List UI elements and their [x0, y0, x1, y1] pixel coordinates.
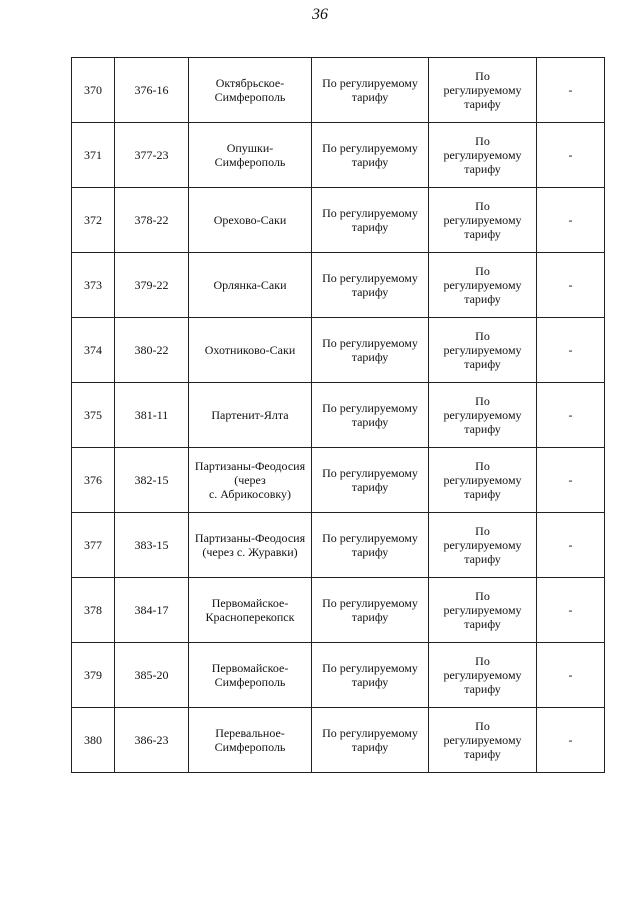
- route-code-cell: 386-23: [115, 708, 189, 773]
- route-name-cell: Партенит-Ялта: [189, 383, 312, 448]
- route-code-cell: 380-22: [115, 318, 189, 383]
- route-name-cell: Октябрьское- Симферополь: [189, 58, 312, 123]
- tariff-cell-2: По регулируемому тарифу: [429, 513, 537, 578]
- route-code-cell: 385-20: [115, 643, 189, 708]
- row-number-cell: 373: [72, 253, 115, 318]
- dash-cell: -: [537, 643, 605, 708]
- table-row: [72, 123, 605, 188]
- page-number: 36: [312, 6, 328, 23]
- dash-cell: -: [537, 383, 605, 448]
- dash-cell: -: [537, 708, 605, 773]
- route-code-cell: 376-16: [115, 58, 189, 123]
- tariff-cell-2: По регулируемому тарифу: [429, 318, 537, 383]
- row-number-cell: 376: [72, 448, 115, 513]
- route-code-cell: 381-11: [115, 383, 189, 448]
- table-row: [72, 513, 605, 578]
- tariff-cell-2: По регулируемому тарифу: [429, 123, 537, 188]
- dash-cell: -: [537, 578, 605, 643]
- tariff-cell: По регулируемому тарифу: [312, 513, 429, 578]
- dash-cell: -: [537, 123, 605, 188]
- row-number-cell: 378: [72, 578, 115, 643]
- route-code-cell: 379-22: [115, 253, 189, 318]
- tariff-cell-2: По регулируемому тарифу: [429, 578, 537, 643]
- row-number-cell: 379: [72, 643, 115, 708]
- routes-table: [71, 57, 605, 773]
- row-number-cell: 374: [72, 318, 115, 383]
- route-name-cell: Партизаны-Феодосия (через с. Абрикосовку): [189, 448, 312, 513]
- route-name-cell: Первомайское- Симферополь: [189, 643, 312, 708]
- table-row: [72, 253, 605, 318]
- row-number-cell: 370: [72, 58, 115, 123]
- route-name-cell: Перевальное- Симферополь: [189, 708, 312, 773]
- table-row: [72, 318, 605, 383]
- tariff-cell: По регулируемому тарифу: [312, 578, 429, 643]
- tariff-cell: По регулируемому тарифу: [312, 448, 429, 513]
- route-name-cell: Орлянка-Саки: [189, 253, 312, 318]
- tariff-cell: По регулируемому тарифу: [312, 383, 429, 448]
- tariff-cell-2: По регулируемому тарифу: [429, 383, 537, 448]
- route-code-cell: 383-15: [115, 513, 189, 578]
- route-name-cell: Первомайское- Красноперекопск: [189, 578, 312, 643]
- table-row: [72, 383, 605, 448]
- dash-cell: -: [537, 188, 605, 253]
- tariff-cell-2: По регулируемому тарифу: [429, 448, 537, 513]
- tariff-cell: По регулируемому тарифу: [312, 318, 429, 383]
- dash-cell: -: [537, 448, 605, 513]
- route-code-cell: 378-22: [115, 188, 189, 253]
- row-number-cell: 377: [72, 513, 115, 578]
- table-row: [72, 188, 605, 253]
- route-name-cell: Орехово-Саки: [189, 188, 312, 253]
- route-code-cell: 384-17: [115, 578, 189, 643]
- tariff-cell: По регулируемому тарифу: [312, 708, 429, 773]
- tariff-cell: По регулируемому тарифу: [312, 58, 429, 123]
- route-name-cell: Партизаны-Феодосия (через с. Журавки): [189, 513, 312, 578]
- table-row: [72, 708, 605, 773]
- row-number-cell: 380: [72, 708, 115, 773]
- row-number-cell: 372: [72, 188, 115, 253]
- route-name-cell: Охотниково-Саки: [189, 318, 312, 383]
- tariff-cell-2: По регулируемому тарифу: [429, 643, 537, 708]
- dash-cell: -: [537, 58, 605, 123]
- tariff-cell-2: По регулируемому тарифу: [429, 188, 537, 253]
- routes-table-body: [72, 58, 605, 773]
- tariff-cell: По регулируемому тарифу: [312, 188, 429, 253]
- tariff-cell: По регулируемому тарифу: [312, 123, 429, 188]
- tariff-cell-2: По регулируемому тарифу: [429, 253, 537, 318]
- route-name-cell: Опушки- Симферополь: [189, 123, 312, 188]
- table-row: [72, 58, 605, 123]
- table-row: [72, 448, 605, 513]
- route-code-cell: 382-15: [115, 448, 189, 513]
- tariff-cell-2: По регулируемому тарифу: [429, 58, 537, 123]
- table-row: [72, 578, 605, 643]
- row-number-cell: 375: [72, 383, 115, 448]
- row-number-cell: 371: [72, 123, 115, 188]
- tariff-cell: По регулируемому тарифу: [312, 253, 429, 318]
- tariff-cell-2: По регулируемому тарифу: [429, 708, 537, 773]
- dash-cell: -: [537, 513, 605, 578]
- table-row: [72, 643, 605, 708]
- dash-cell: -: [537, 318, 605, 383]
- route-code-cell: 377-23: [115, 123, 189, 188]
- tariff-cell: По регулируемому тарифу: [312, 643, 429, 708]
- dash-cell: -: [537, 253, 605, 318]
